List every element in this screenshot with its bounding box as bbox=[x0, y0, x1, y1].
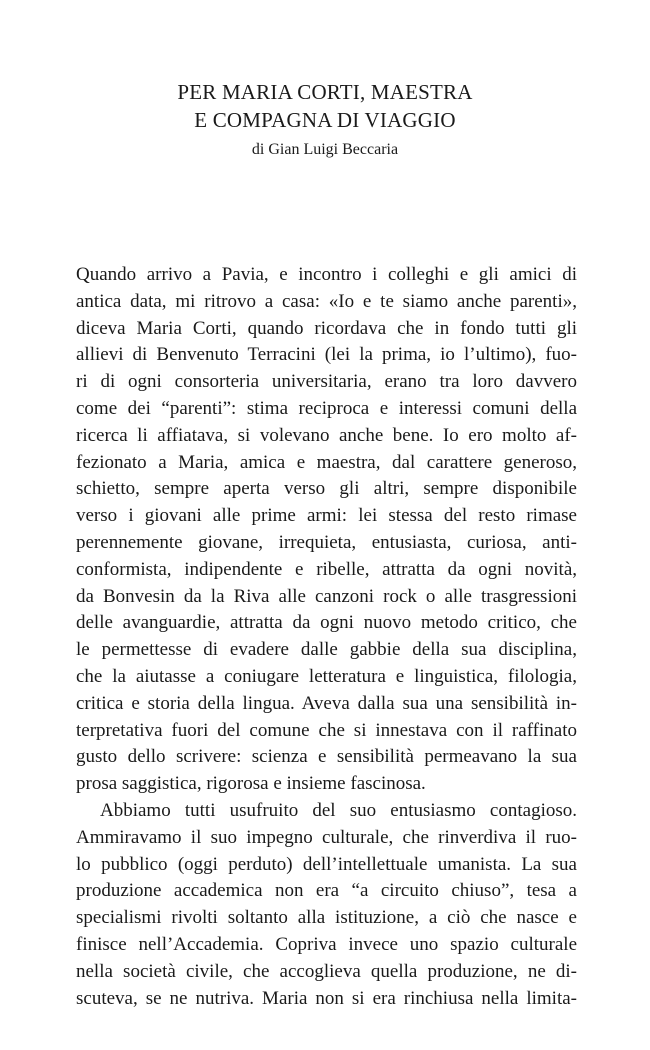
text-line: lo pubblico (oggi perduto) dell’intellettuale umanista. La sua bbox=[76, 853, 577, 875]
text-line: terpretativa fuori del comune che si innestava con il raffinato bbox=[76, 719, 577, 741]
text-line: antica data, mi ritrovo a casa: «Io e te siamo anche parenti», bbox=[76, 290, 577, 312]
text-line: che la aiutasse a coniugare letteratura e linguistica, filologia, bbox=[76, 665, 577, 687]
text-line: allievi di Benvenuto Terracini (lei la prima, io l’ultimo), fuo- bbox=[76, 344, 577, 366]
text-line: Abbiamo tutti usufruito del suo entusiasmo contagioso. bbox=[100, 799, 577, 821]
text-line: perennemente giovane, irrequieta, entusiasta, curiosa, anti- bbox=[76, 531, 577, 553]
text-line: gusto dello scrivere: scienza e sensibilità permeavano la sua bbox=[76, 746, 577, 768]
text-line: ri di ogni consorteria universitaria, erano tra loro davvero bbox=[76, 371, 577, 393]
text-line: ricerca li affiatava, si volevano anche bene. Io ero molto af- bbox=[76, 424, 577, 446]
text-line: schietto, sempre aperta verso gli altri, sempre disponibile bbox=[76, 478, 577, 500]
text-line: le permettesse di evadere dalle gabbie della sua disciplina, bbox=[76, 639, 577, 661]
text-line: da Bonvesin da la Riva alle canzoni rock o alle trasgressioni bbox=[76, 585, 577, 607]
paragraph-2 bbox=[76, 798, 577, 1012]
text-line: fezionato a Maria, amica e maestra, dal carattere generoso, bbox=[76, 451, 577, 473]
text-line: prosa saggistica, rigorosa e insieme fascinosa. bbox=[76, 773, 426, 795]
text-line: delle avanguardie, attratta da ogni nuovo metodo critico, che bbox=[76, 612, 577, 634]
text-line: verso i giovani alle prime armi: lei stessa del resto rimase bbox=[76, 505, 577, 527]
paragraph-1 bbox=[76, 262, 577, 798]
text-line: nella società civile, che accoglieva quella produzione, ne di- bbox=[76, 960, 577, 982]
chapter-header bbox=[0, 78, 650, 162]
text-line: Quando arrivo a Pavia, e incontro i colleghi e gli amici di bbox=[76, 264, 577, 285]
text-line: specialismi rivolti soltanto alla istituzione, a ciò che nasce e bbox=[76, 907, 577, 929]
text-line: diceva Maria Corti, quando ricordava che in fondo tutti gli bbox=[76, 317, 577, 339]
chapter-title-line-1: PER MARIA CORTI, MAESTRA bbox=[177, 80, 473, 104]
text-line: finisce nell’Accademia. Copriva invece uno spazio culturale bbox=[76, 933, 577, 955]
chapter-author: di Gian Luigi Beccaria bbox=[251, 141, 399, 158]
text-line: Ammiravamo il suo impegno culturale, che rinverdiva il ruo- bbox=[76, 826, 577, 848]
text-line: produzione accademica non era “a circuito chiuso”, tesa a bbox=[76, 880, 577, 902]
body-text bbox=[76, 262, 577, 1012]
text-line: conformista, indipendente e ribelle, attratta da ogni novità, bbox=[76, 558, 577, 580]
text-line: critica e storia della lingua. Aveva dalla sua una sensibilità in- bbox=[76, 692, 577, 714]
text-line: scuteva, se ne nutriva. Maria non si era rinchiusa nella limita- bbox=[76, 987, 577, 1009]
chapter-title-line-2: E COMPAGNA DI VIAGGIO bbox=[194, 108, 456, 132]
text-line: come dei “parenti”: stima reciproca e interessi comuni della bbox=[76, 397, 577, 419]
